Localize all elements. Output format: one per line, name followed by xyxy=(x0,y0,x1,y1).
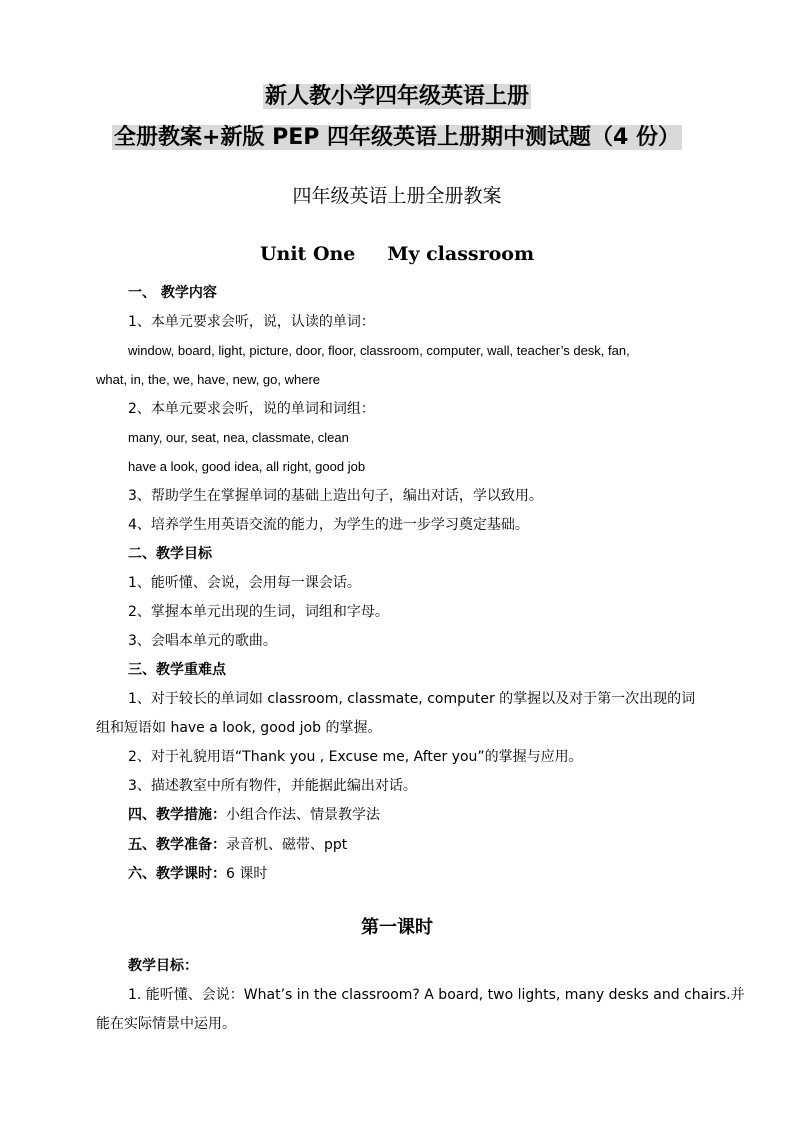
section2-item1: 1、能听懂、会说，会用每一课会话。 xyxy=(128,575,361,591)
section1-heading: 一、 教学内容 xyxy=(128,285,217,301)
section1-item2: 2、本单元要求会听，说的单词和词组： xyxy=(128,401,375,417)
section1-words-line4: have a look, good idea, all right, good job xyxy=(128,459,366,474)
section2-heading: 二、教学目标 xyxy=(128,546,212,562)
unit-label: Unit One xyxy=(259,243,356,265)
lesson1-goal-heading: 教学目标： xyxy=(128,958,198,974)
section3-item2: 2、对于礼貌用语“Thank you , Excuse me, After you”的掌握与应用。 xyxy=(128,749,583,765)
lesson1-goal1-line2: 能在实际情景中运用。 xyxy=(96,1016,236,1032)
section3-item1-line2: 组和短语如 have a look, good job 的掌握。 xyxy=(96,720,382,736)
section1-words-line1: window, board, light, picture, door, floor, classroom, computer, wall, teacher’s desk, fan, xyxy=(128,343,630,358)
section1-item3: 3、帮助学生在掌握单词的基础上造出句子，编出对话，学以致用。 xyxy=(128,488,543,504)
document-title-line2: 全册教案+新版 PEP 四年级英语上册期中测试题（4 份） xyxy=(114,125,680,150)
section4-line xyxy=(128,805,380,825)
section3-item1-line1: 1、对于较长的单词如 classroom, classmate, computer 的掌握以及对于第一次出现的词 xyxy=(128,691,696,707)
section5-label: 五、教学准备： xyxy=(128,837,226,853)
lesson1-goal1-line1: 1. 能听懂、会说：What’s in the classroom? A board, two lights, many desks and chairs.并 xyxy=(128,987,745,1003)
section6-line xyxy=(128,864,267,884)
section3-item3: 3、描述教室中所有物件，并能据此编出对话。 xyxy=(128,778,417,794)
section2-item3: 3、会唱本单元的歌曲。 xyxy=(128,633,277,649)
section4-label: 四、教学措施： xyxy=(128,807,226,823)
section2-item2: 2、掌握本单元出现的生词，词组和字母。 xyxy=(128,604,389,620)
section1-item1: 1、本单元要求会听，说，认读的单词： xyxy=(128,314,375,330)
section5-text: 录音机、磁带、ppt xyxy=(226,837,348,853)
section1-words-line3: many, our, seat, nea, classmate, clean xyxy=(128,430,349,445)
section6-label: 六、教学课时： xyxy=(128,866,226,882)
section4-text: 小组合作法、情景教学法 xyxy=(226,807,380,823)
section5-line xyxy=(128,835,347,855)
unit-heading xyxy=(0,240,794,268)
document-subtitle: 四年级英语上册全册教案 xyxy=(292,185,502,207)
document-title-line1: 新人教小学四年级英语上册 xyxy=(264,84,529,109)
section3-heading: 三、教学重难点 xyxy=(128,662,226,678)
unit-name: My classroom xyxy=(387,243,535,265)
lesson1-title: 第一课时 xyxy=(361,917,433,938)
section6-text: 6 课时 xyxy=(226,866,268,882)
section1-item4: 4、培养学生用英语交流的能力，为学生的进一步学习奠定基础。 xyxy=(128,517,529,533)
section1-words-line2: what, in, the, we, have, new, go, where xyxy=(96,372,321,387)
